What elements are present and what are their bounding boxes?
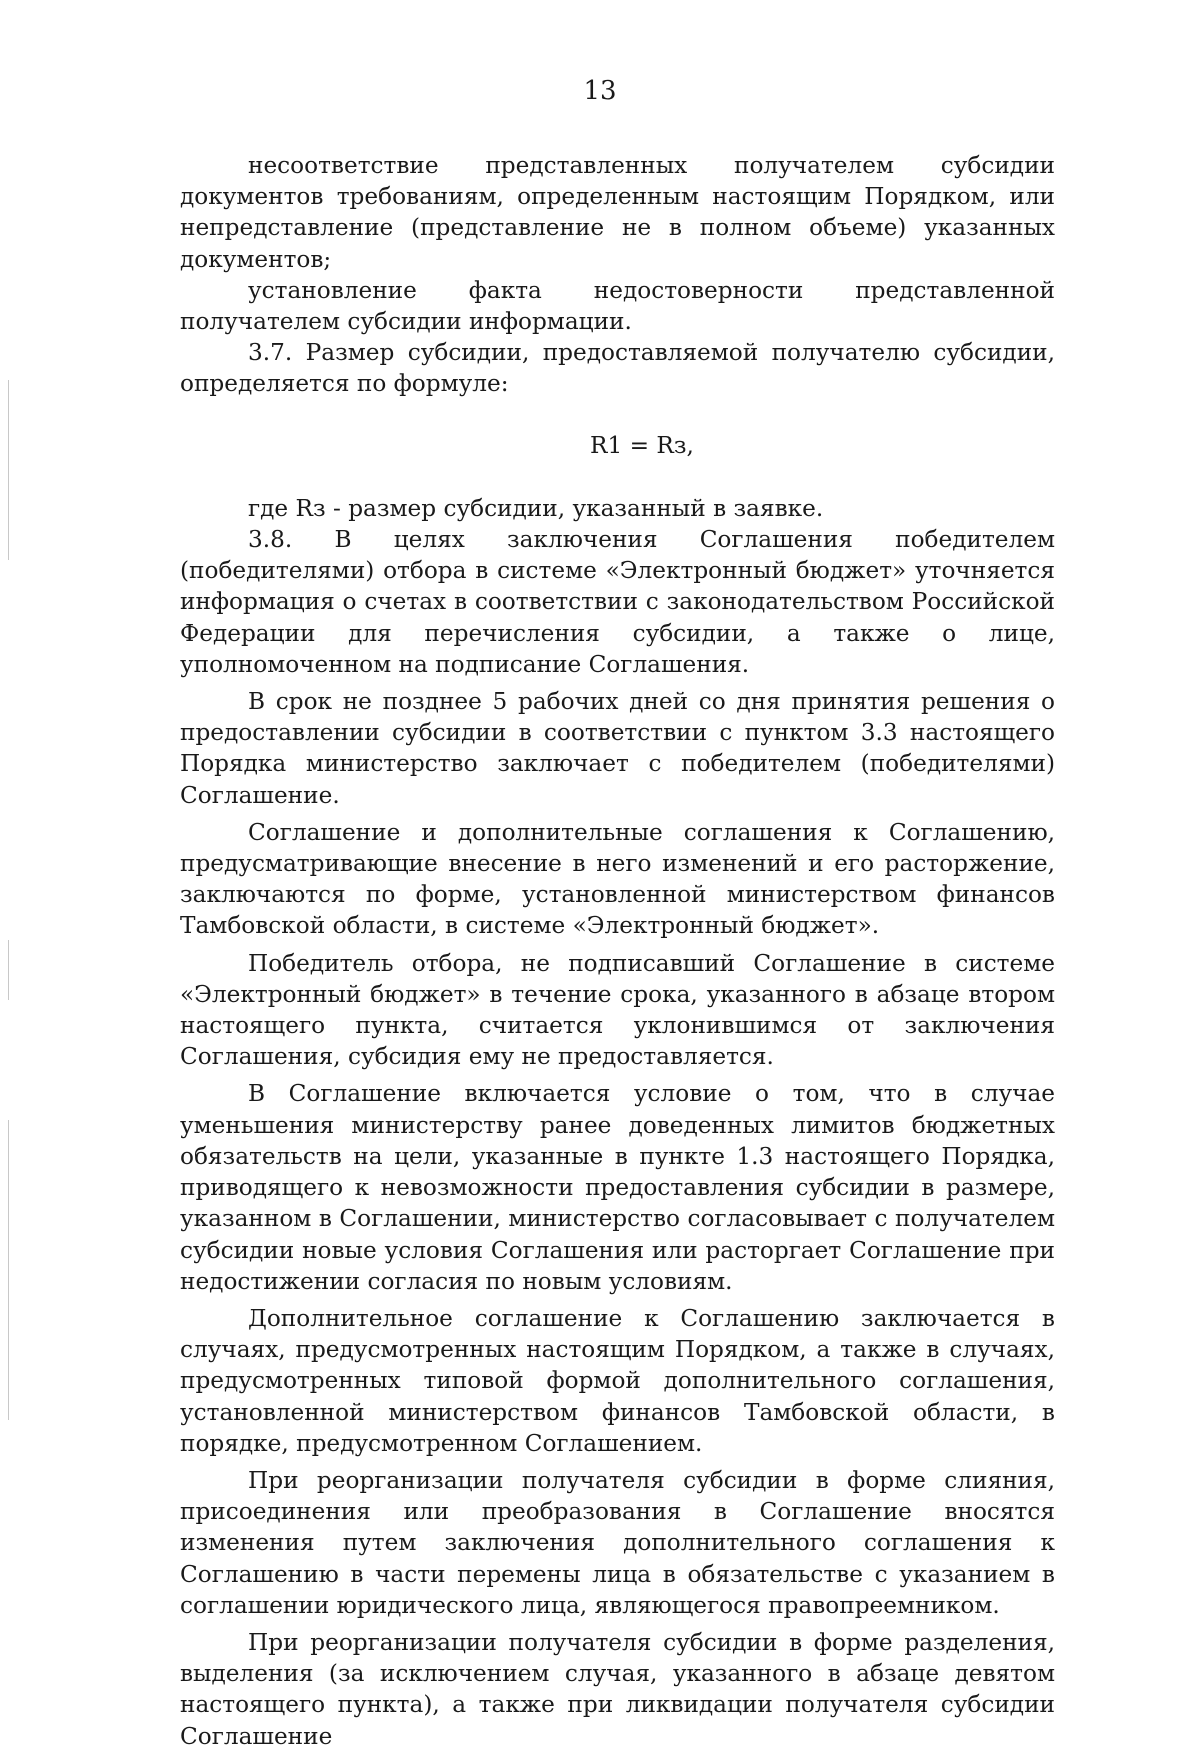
- page-number: 13: [583, 76, 617, 106]
- paragraph: несоответствие представленных получателем субсидии документов требованиям, определенным настоящим Порядком, или непредставление (представление не в полном объеме) указанных документов;: [180, 152, 1055, 273]
- paragraph: 3.8. В целях заключения Соглашения победителем (победителями) отбора в системе «Электронный бюджет» уточняется информация о счетах в соответствии с законодательством Российской Федерации для перечисления субсидии, а также о лице, уполномоченном на подписание Соглашения.: [180, 526, 1055, 678]
- paragraph: В Соглашение включается условие о том, что в случае уменьшения министерству ранее доведенных лимитов бюджетных обязательств на цели, указанные в пункте 1.3 настоящего Порядка, приводящего к невозможности предоставления субсидии в размере, указанном в Соглашении, министерство согласовывает с получателем субсидии новые условия Соглашения или расторгает Соглашение при недостижении согласия по новым условиям.: [180, 1080, 1055, 1295]
- paragraph: Победитель отбора, не подписавший Соглашение в системе «Электронный бюджет» в течение срока, указанного в абзаце втором настоящего пункта, считается уклонившимся от заключения Соглашения, субсидия ему не предоставляется.: [180, 949, 1055, 1071]
- document-body: [180, 150, 1055, 1752]
- paragraph: При реорганизации получателя субсидии в форме разделения, выделения (за исключением случая, указанного в абзаце девятом настоящего пункта), а также при ликвидации получателя субсидии Соглашение: [180, 1628, 1055, 1750]
- paragraph: Дополнительное соглашение к Соглашению заключается в случаях, предусмотренных настоящим Порядком, а также в случаях, предусмотренных типовой формой дополнительного соглашения, установленной министерством финансов Тамбовской области, в порядке, предусмотренном Соглашением.: [180, 1304, 1055, 1457]
- paragraph: При реорганизации получателя субсидии в форме слияния, присоединения или преобразования в Соглашение вносятся изменения путем заключения дополнительного соглашения к Соглашению в части перемены лица в обязательстве с указанием в соглашении юридического лица, являющегося правопреемником.: [180, 1466, 1055, 1619]
- paragraph: В срок не позднее 5 рабочих дней со дня принятия решения о предоставлении субсидии в соответствии с пунктом 3.3 настоящего Порядка министерство заключает с победителем (победителями) Соглашение.: [180, 688, 1055, 809]
- paragraph: Соглашение и дополнительные соглашения к Соглашению, предусматривающие внесение в него изменений и его расторжение, заключаются по форме, установленной министерством финансов Тамбовской области, в системе «Электронный бюджет».: [180, 818, 1055, 940]
- paragraph: 3.7. Размер субсидии, предоставляемой получателю субсидии, определяется по формуле:: [180, 339, 1055, 398]
- scan-edge-mark: [8, 380, 9, 560]
- scan-edge-mark: [8, 940, 9, 1000]
- formula: R1 = Rз,: [590, 431, 694, 459]
- scan-edge-mark: [8, 1120, 9, 1420]
- paragraph: где Rз - размер субсидии, указанный в заявке.: [248, 494, 824, 522]
- paragraph: установление факта недостоверности представленной получателем субсидии информации.: [180, 276, 1055, 336]
